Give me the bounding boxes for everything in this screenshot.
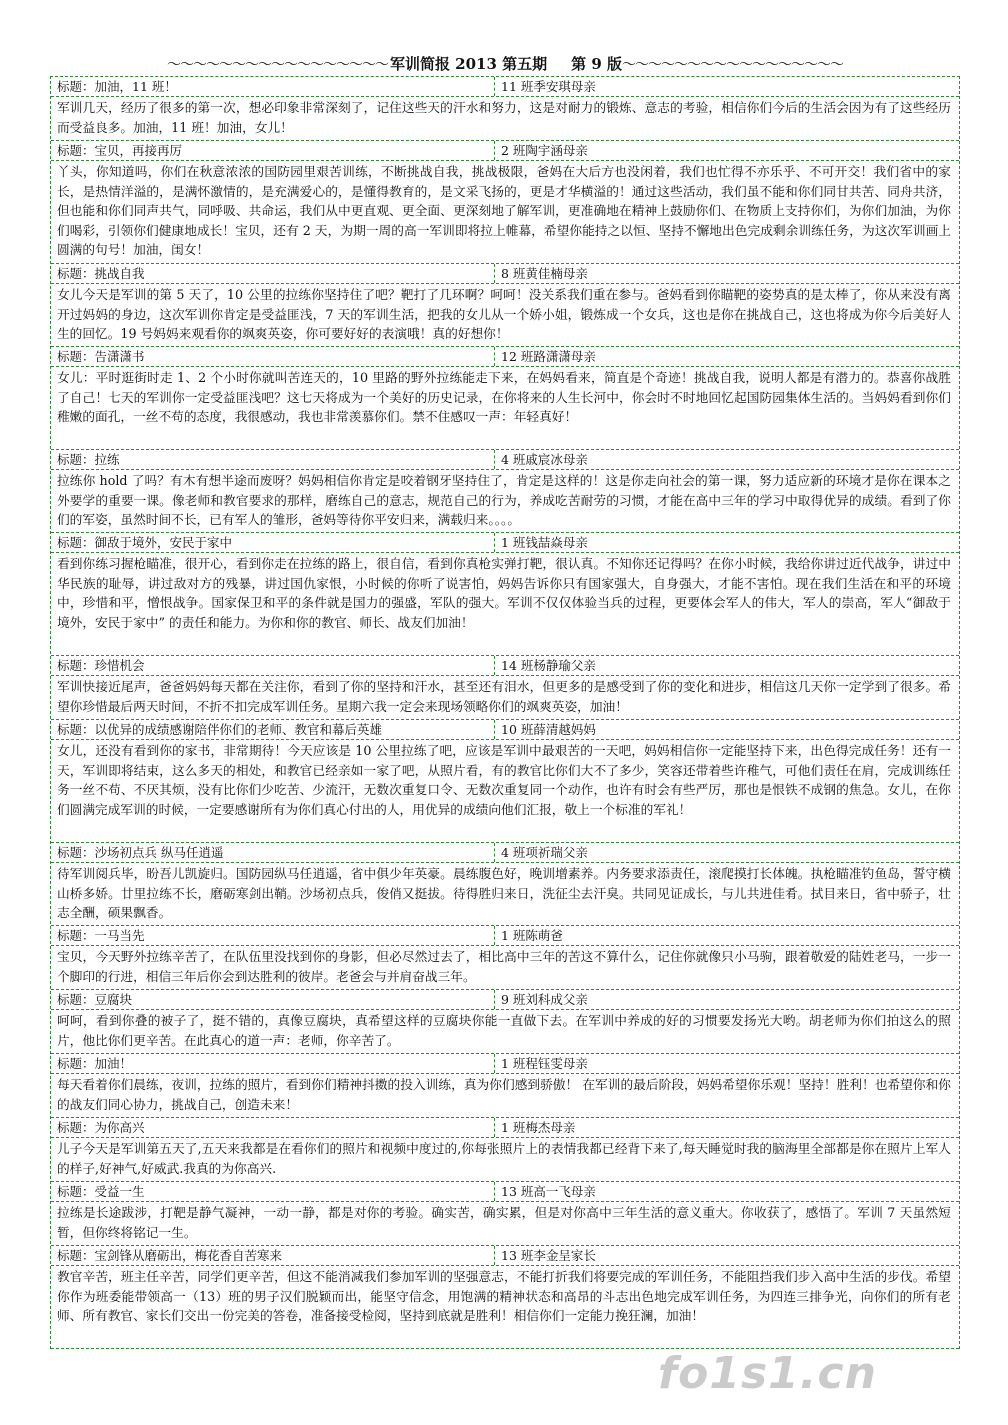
entry-header xyxy=(51,720,959,740)
entry-body: 军训快接近尾声，爸爸妈妈每天都在关注你，看到了你的坚持和汗水，甚至还有泪水，但更多的是感受到了你的变化和进步，相信这几天你一定学到了很多。希望你珍惜最后两天时间，不折不扣完成军训任务。星期六我一定会来现场领略你们的飒爽英姿，加油！ xyxy=(51,676,959,720)
entry-title: 标题：以优异的成绩感谢陪伴你们的老师、教官和幕后英雄 xyxy=(51,720,495,739)
masthead-wave-right: ～～～～～～～～～～～～～～～～～ xyxy=(622,57,844,73)
entry-body: 女儿：平时逛街时走 1、2 个小时你就叫苦连天的，10 里路的野外拉练能走下来，在妈妈看来，简直是个奇迹！挑战自我，说明人都是有潜力的。恭喜你战胜了自己！七天的军训你一定受益匪浅吧？这七天将成为一个美好的历史记录，在你将来的人生长河中，你会时不时地回忆起国防园集体生活的。当妈妈看到你们稚嫩的面孔，一丝不苟的态度，我很感动，我也非常羡慕你们。禁不住感叹一声：年轻真好！ xyxy=(51,367,959,450)
entry-author: 12 班路潇潇母亲 xyxy=(501,349,596,364)
entry-body: 呵呵，看到你叠的被子了，挺不错的，真像豆腐块，真希望这样的豆腐块你能一直做下去。在军训中养成的好的习惯要发扬光大哟。胡老师为你们拍这么的照片，他比你们更辛苦。在此真心的道一声：老师，你辛苦了。 xyxy=(51,1010,959,1054)
entry-title: 标题：豆腐块 xyxy=(51,990,495,1009)
entry-header xyxy=(51,77,959,97)
site-watermark: fo1s1.cn xyxy=(658,1348,877,1399)
entry-body: 儿子今天是军训第五天了,五天来我都是在看你们的照片和视频中度过的,你每张照片上的表情我都已经背下来了,每天睡觉时我的脑海里全部都是你在照片上军人的样子,好神气,好威武.我真的为你高兴. xyxy=(51,1138,959,1182)
entry-title: 标题：沙场初点兵 纵马任逍遥 xyxy=(51,843,495,862)
entry-header xyxy=(51,1118,959,1138)
entry-header xyxy=(51,1246,959,1266)
entry-author: 1 班程钰雯母亲 xyxy=(501,1056,588,1071)
entry-body: 拉练是长途跋涉，打靶是静气凝神，一动一静，都是对你的考验。确实苦，确实累，但是对你高中三年生活的意义重大。你收获了，感悟了。军训 7 天虽然短暂，但你终将铭记一生。 xyxy=(51,1202,959,1246)
entry-title: 标题：珍惜机会 xyxy=(51,656,495,675)
entry-author: 13 班高一飞母亲 xyxy=(501,1184,596,1199)
entry-author: 9 班刘科成父亲 xyxy=(501,992,588,1007)
masthead-page-number: 第 9 版 xyxy=(571,55,623,73)
entry-author: 13 班李金呈家长 xyxy=(501,1248,596,1263)
entry-title: 标题：受益一生 xyxy=(51,1182,495,1201)
entry-header xyxy=(51,843,959,863)
masthead-title: 军训简报 2013 第五期 xyxy=(389,55,548,73)
entry-header xyxy=(51,347,959,367)
entry-title: 标题：宝剑锋从磨砺出，梅花香自苦寒来 xyxy=(51,1246,495,1265)
entry-header xyxy=(51,450,959,470)
entry-body: 丫头，你知道吗，你们在秋意浓浓的国防园里艰苦训练，不断挑战自我，挑战极限，爸妈在大后方也没闲着，我们也忙得不亦乐乎、不可开交！我们省中的家长，是热情洋溢的，是满怀激情的，是充满爱心的，是懂得教育的，是文采飞扬的，更是才华横溢的！通过这些活动，我们虽不能和你们同甘共苦、同舟共济，但也能和你们同声共气，同呼吸、共命运，我们从中更直观、更全面、更深刻地了解军训，更准确地在精神上鼓励你们、在物质上支持你们，为你们加油，为你们喝彩，引领你们健康地成长！宝贝，还有 2 天，为期一周的高一军训即将拉上帷幕，希望你能持之以恒、坚持不懈地出色完成剩余训练任务，为这次军训画上圆满的句号！加油，闺女！ xyxy=(51,161,959,264)
entry-body: 女儿今天是军训的第 5 天了，10 公里的拉练你坚持住了吧？靶打了几环啊？呵呵！没关系我们重在参与。爸妈看到你瞄靶的姿势真的是太棒了，你从来没有离开过妈妈的身边，这次军训你肯定是受益匪浅，7 天的军训生活，把我的女儿从一个娇小姐，锻炼成一个女兵，这也是你在挑战自己，这也将成为你今后美好人生的回忆。19 号妈妈来观看你的飒爽英姿，你可要好好的表演哦！真的好想你！ xyxy=(51,284,959,347)
entry-title: 标题：挑战自我 xyxy=(51,264,495,283)
entry-author: 1 班梅杰母亲 xyxy=(501,1120,576,1135)
entry-author: 4 班项祈瑞父亲 xyxy=(501,845,588,860)
entry-title: 标题：为你高兴 xyxy=(51,1118,495,1137)
entry-header xyxy=(51,141,959,161)
entry-body: 宝贝，今天野外拉练辛苦了，在队伍里没找到你的身影，但必尽然过去了，相比高中三年的苦这不算什么，记住你就像只小马驹，跟着敬爱的陆姓老马，一步一个脚印的行进，相信三年后你会到达胜利的彼岸。老爸会与并肩奋战三年。 xyxy=(51,946,959,990)
entry-title: 标题：拉练 xyxy=(51,450,495,469)
entry-body: 拉练你 hold 了吗？有木有想半途而废呀？妈妈相信你肯定是咬着钢牙坚持住了，肯定是这样的！这是你走向社会的第一课，努力适应新的环境才是你在课本之外要学的重要一课。像老师和教官要求的那样，磨练自己的意志，规范自己的行为，养成吃苦耐劳的习惯，才能在高中三年的学习中取得优异的成绩。看到了你们的军姿，虽然时间不长，已有军人的雏形，爸妈等待你平安归来，满载归来。。。。 xyxy=(51,470,959,533)
newsletter-page xyxy=(50,52,960,1349)
entry-author: 1 班钱喆焱母亲 xyxy=(501,535,588,550)
entry-header xyxy=(51,1054,959,1074)
entry-header xyxy=(51,656,959,676)
entry-author: 10 班薛清越妈妈 xyxy=(501,722,596,737)
entry-body: 待军训阅兵毕，盼吾儿凯旋归。国防园纵马任逍遥，省中俱少年英豪。晨练腹色好，晚训增素养。内务要求添责任，滚爬摸打长体魄。执枪瞄准钓鱼岛，誓守横山桥多娇。廿里拉练不长，磨砺寒剑出鞘。沙场初点兵，俊俏又挺拔。待得胜归来日，洗征尘去汗臭。共同见证成长，与儿共进佳肴。拭目来日，省中骄子，壮志全酬，硕果飘香。 xyxy=(51,863,959,926)
entry-author: 2 班陶宇涵母亲 xyxy=(501,143,588,158)
entry-title: 标题：加油，11 班！ xyxy=(51,77,495,96)
entry-author: 1 班陈萌爸 xyxy=(501,928,563,943)
entry-header xyxy=(51,990,959,1010)
entry-body: 每天看着你们晨练，夜训，拉练的照片，看到你们精神抖擞的投入训练，真为你们感到骄傲！ 在军训的最后阶段，妈妈希望你乐观！坚持！胜利！也希望你和你的战友们同心协力，挑战自己，创造未来！ xyxy=(51,1074,959,1118)
entry-header xyxy=(51,1182,959,1202)
entry-header xyxy=(51,264,959,284)
entries-table xyxy=(50,76,960,1349)
entry-title: 标题：加油！ xyxy=(51,1054,495,1073)
entry-body: 看到你练习握枪瞄准，很开心，看到你走在拉练的路上，很自信，看到你真枪实弹打靶，很认真。不知你还记得吗？在你小时候，我给你讲过近代战争，讲过中华民族的耻辱，讲过敌对方的残暴，讲过国仇家恨，小时候的你听了说害怕，妈妈告诉你只有国家强大，自身强大，才能不害怕。现在我们生活在和平的环境中，珍惜和平，憎恨战争。国家保卫和平的条件就是国力的强盛，军队的强大。军训不仅仅体验当兵的过程，更要体会军人的伟大，军人的崇高，军人“御敌于境外，安民于家中” 的责任和能力。为你和你的教官、师长、战友们加油！ xyxy=(51,553,959,656)
masthead-wave-left: ～～～～～～～～～～～～～～～～～ xyxy=(166,57,388,73)
entry-author: 4 班戚宸冰母亲 xyxy=(501,452,588,467)
entry-title: 标题：宝贝，再接再厉 xyxy=(51,141,495,160)
entry-title: 标题：一马当先 xyxy=(51,926,495,945)
entry-body: 教官辛苦，班主任辛苦，同学们更辛苦，但这不能消减我们参加军训的坚强意志，不能打折我们将要完成的军训任务，不能阻挡我们步入高中生活的步伐。希望你作为班委能带领高一（13）班的男子汉们脱颖而出，能坚守信念，用饱满的精神状态和高昂的斗志出色地完成军训任务，为四连三排争光，向你们的所有老师、所有教官、家长们交出一份完美的答卷，准备接受检阅，坚持到底就是胜利！相信你们一定能力挽狂澜，加油！ xyxy=(51,1266,959,1349)
entry-title: 标题：御敌于境外，安民于家中 xyxy=(51,533,495,552)
entry-header xyxy=(51,926,959,946)
entry-author: 8 班黄佳楠母亲 xyxy=(501,266,588,281)
entry-title: 标题：告潇潇书 xyxy=(51,347,495,366)
entry-body: 军训几天，经历了很多的第一次，想必印象非常深刻了，记住这些天的汗水和努力，这是对耐力的锻炼、意志的考验，相信你们今后的生活会因为有了这些经历而受益良多。加油，11 班！加油，女儿！ xyxy=(51,97,959,141)
entry-author: 11 班季安琪母亲 xyxy=(501,79,596,94)
entry-author: 14 班杨静瑜父亲 xyxy=(501,658,596,673)
entry-header xyxy=(51,533,959,553)
entry-body: 女儿，还没有看到你的家书，非常期待！今天应该是 10 公里拉练了吧，应该是军训中最艰苦的一天吧，妈妈相信你一定能坚持下来，出色得完成任务！还有一天，军训即将结束，这么多天的相处，和教官已经亲如一家了吧，从照片看，有的教官比你们大不了多少，笑容还带着些许稚气，可他们责任在肩，完成训练任务一丝不苟、不厌其烦，没有比你们少吃苦、少流汗，无数次重复口令、无数次重复同一个动作，也许有时会有些严厉，那也是恨铁不成钢的焦急。女儿，在你们圆满完成军训的时候，一定要感谢所有为你们真心付出的人，用优异的成绩向他们汇报，敬上一个标准的军礼！ xyxy=(51,740,959,843)
masthead xyxy=(50,52,960,76)
